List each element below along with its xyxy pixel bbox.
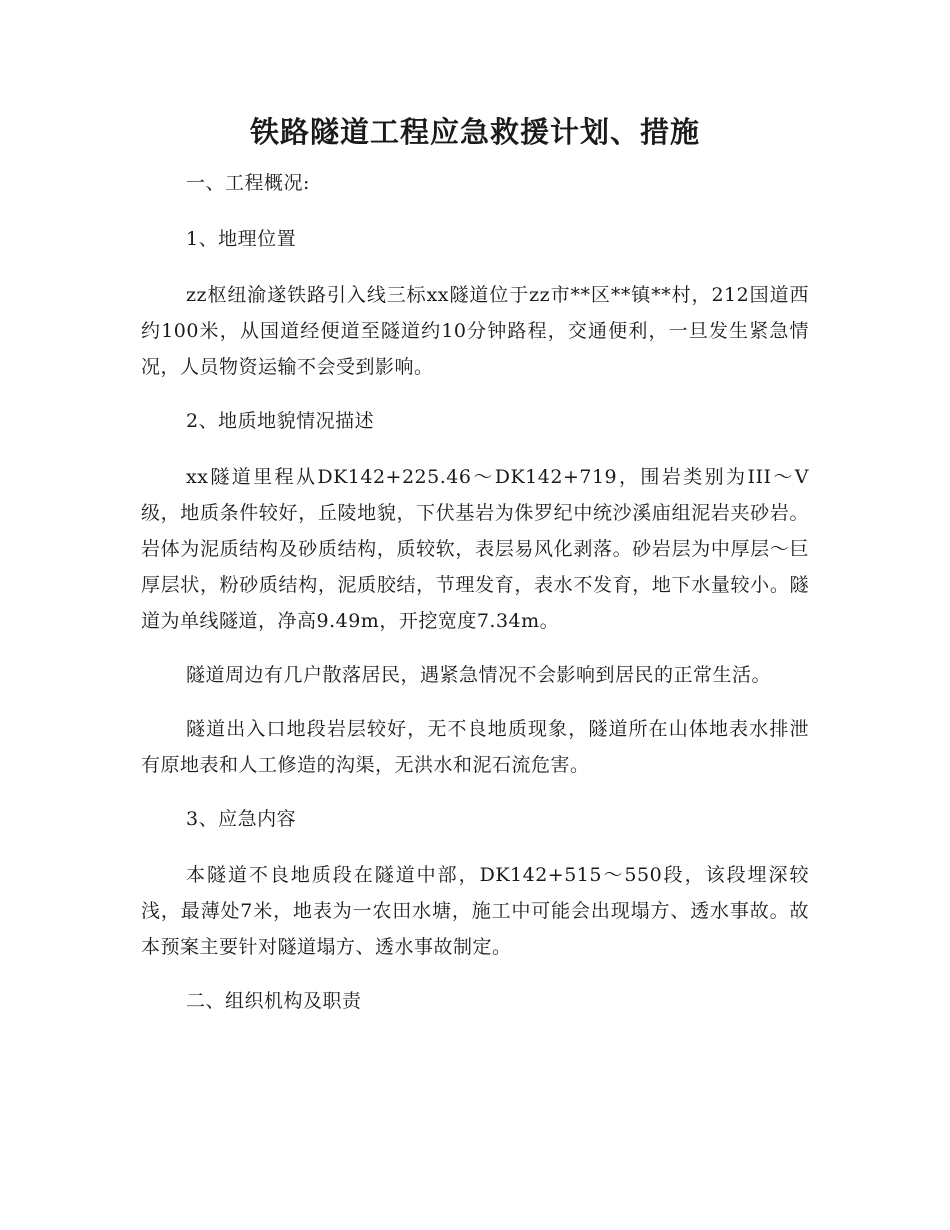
paragraph-residents: 隧道周边有几户散落居民，遇紧急情况不会影响到居民的正常生活。 bbox=[186, 664, 772, 686]
section-heading-overview: 一、工程概况: bbox=[186, 172, 310, 194]
paragraph-portal-conditions: 隧道出入口地段岩层较好，无不良地质现象，隧道所在山体地表水排泄有原地表和人工修造的沟渠，无洪水和泥石流危害。 bbox=[141, 718, 809, 776]
subsection-heading-location: 1、地理位置 bbox=[186, 228, 297, 250]
document-body bbox=[141, 165, 809, 1039]
document-title: 铁路隧道工程应急救援计划、措施 bbox=[249, 115, 700, 149]
section-heading-organization: 二、组织机构及职责 bbox=[186, 990, 362, 1012]
paragraph-location: zz枢纽渝遂铁路引入线三标xx隧道位于zz市**区**镇**村，212国道西约100米，从国道经便道至隧道约10分钟路程，交通便利，一旦发生紧急情况，人员物资运输不会受到影响。 bbox=[141, 284, 809, 378]
subsection-heading-geology: 2、地质地貌情况描述 bbox=[186, 410, 375, 432]
paragraph-emergency-content: 本隧道不良地质段在隧道中部，DK142+515～550段，该段埋深较浅，最薄处7米，地表为一农田水塘，施工中可能会出现塌方、透水事故。故本预案主要针对隧道塌方、透水事故制定。 bbox=[141, 864, 809, 958]
paragraph-geology: xx隧道里程从DK142+225.46～DK142+719，围岩类别为III～V级，地质条件较好，丘陵地貌，下伏基岩为侏罗纪中统沙溪庙组泥岩夹砂岩。岩体为泥质结构及砂质结构，质较软，表层易风化剥落。砂岩层为中厚层～巨厚层状，粉砂质结构，泥质胶结，节理发育，表水不发育，地下水量较小。隧道为单线隧道，净高9.49m，开挖宽度7.34m。 bbox=[141, 466, 809, 632]
subsection-heading-emergency-content: 3、应急内容 bbox=[186, 808, 297, 830]
